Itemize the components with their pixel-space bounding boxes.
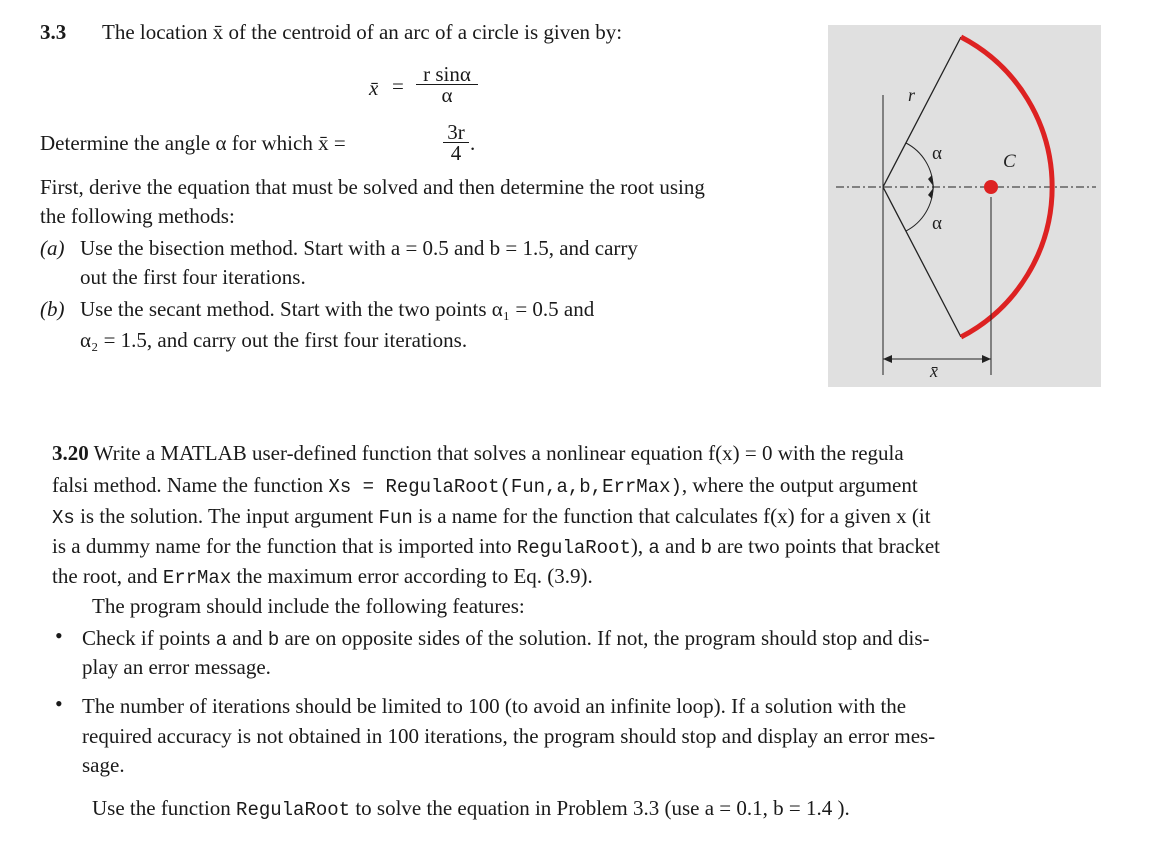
part-b-label: (b) xyxy=(40,297,65,321)
p1-line-4-text-end: are two points that bracket xyxy=(712,534,941,558)
features-intro: The program should include the following features: xyxy=(92,594,525,618)
part-b-line-1: Use the secant method. Start with the two points α₁ = 0.5 and xyxy=(80,297,595,321)
p1-line-3-text: is the solution. The input argument xyxy=(74,504,379,528)
code-regularoot: RegulaRoot xyxy=(516,537,631,559)
label-C: C xyxy=(1003,151,1016,172)
formula-lhs: x̄ xyxy=(369,76,379,100)
label-r: r xyxy=(908,85,916,105)
p1-line-2-text-end: , where the output argument xyxy=(681,473,918,497)
code-b: b xyxy=(700,537,713,559)
bullet-2-line-3: sage. xyxy=(82,753,125,777)
problem-3-20-line-2 xyxy=(52,470,918,502)
part-a-label: (a) xyxy=(40,236,65,260)
angle-arc-top xyxy=(906,143,933,187)
bullet-1-line-1 xyxy=(82,623,930,655)
final-instruction xyxy=(92,793,850,825)
function-signature-code: Xs = RegulaRoot(Fun,a,b,ErrMax) xyxy=(328,476,682,498)
determine-denominator: 4 xyxy=(450,141,462,165)
radius-upper xyxy=(883,37,961,187)
formula-fraction xyxy=(416,64,478,105)
problem-3-3-intro: The location x̄ of the centroid of an arc of a circle is given by: xyxy=(102,20,623,44)
code-a: a xyxy=(215,629,227,651)
part-a-line-1: Use the bisection method. Start with a = 0.5 and b = 1.5, and carry xyxy=(80,236,638,260)
formula-equals: = xyxy=(392,74,404,98)
centroid-point xyxy=(984,180,998,194)
p1-line-5-text: the root, and xyxy=(52,564,163,588)
label-alpha-top: α xyxy=(932,143,942,164)
code-a: a xyxy=(648,537,660,559)
code-errmax: ErrMax xyxy=(162,567,232,589)
p1-line-4-text-3: and xyxy=(659,534,701,558)
bullet-2-line-2: required accuracy is not obtained in 100 iterations, the program should stop and display an error mes- xyxy=(82,724,936,748)
code-b: b xyxy=(267,629,280,651)
problem-number-3-20: 3.20 xyxy=(52,441,89,465)
derive-line-2: the following methods: xyxy=(40,204,235,228)
problem-3-20-line-1 xyxy=(52,438,904,468)
p1-line-4-text-2: ), xyxy=(630,534,649,558)
p1-line-3-text-end: is a name for the function that calculates f(x) for a given x (it xyxy=(412,504,931,528)
bullet-1-line-2: play an error message. xyxy=(82,655,271,679)
b1-text-c: are on opposite sides of the solution. If not, the program should stop and dis- xyxy=(279,626,930,650)
dimension-arrow-right xyxy=(982,355,991,363)
determine-text: Determine the angle α for which x̄ = xyxy=(40,131,346,155)
b1-text-b: and xyxy=(226,626,268,650)
p1-line-2-text: falsi method. Name the function xyxy=(52,473,329,497)
code-xs: Xs xyxy=(52,507,75,529)
part-b-line-2: α₂ = 1.5, and carry out the first four iterations. xyxy=(80,328,468,352)
bullet-2-line-1: The number of iterations should be limited to 100 (to avoid an infinite loop). If a solution with the xyxy=(82,694,907,718)
formula-numerator: r sinα xyxy=(423,62,471,86)
dimension-arrow-left xyxy=(883,355,892,363)
bullet-2: • xyxy=(55,691,63,716)
b1-text-a: Check if points xyxy=(82,626,216,650)
bullet-1: • xyxy=(55,623,63,648)
code-fun: Fun xyxy=(378,507,413,529)
final-text-a: Use the function xyxy=(92,796,237,820)
label-xbar: x̄ xyxy=(930,361,938,381)
arc-diagram xyxy=(828,25,1101,387)
part-a-line-2: out the first four iterations. xyxy=(80,265,306,289)
angle-arc-bottom xyxy=(906,187,933,231)
problem-3-20-line-5 xyxy=(52,561,593,593)
arc-centroid-figure xyxy=(828,25,1101,387)
formula-denominator: α xyxy=(441,83,453,107)
problem-3-20-line-4 xyxy=(52,531,940,563)
determine-fraction xyxy=(443,122,469,163)
p1-line-1-text: Write a MATLAB user-defined function that solves a nonlinear equation f(x) = 0 with the regula xyxy=(93,441,904,465)
circle-arc xyxy=(961,37,1052,337)
label-alpha-bottom: α xyxy=(932,213,942,234)
problem-3-20-line-3 xyxy=(52,501,931,533)
derive-line-1: First, derive the equation that must be solved and then determine the root using xyxy=(40,175,705,199)
code-regularoot: RegulaRoot xyxy=(236,799,351,821)
final-text-b: to solve the equation in Problem 3.3 (use a = 0.1, b = 1.4 ). xyxy=(350,796,850,820)
determine-period: . xyxy=(470,131,476,155)
p1-line-4-text: is a dummy name for the function that is imported into xyxy=(52,534,517,558)
problem-number-3-3: 3.3 xyxy=(40,20,67,44)
determine-numerator: 3r xyxy=(447,120,465,144)
radius-lower xyxy=(883,187,961,337)
p1-line-5-text-end: the maximum error according to Eq. (3.9). xyxy=(231,564,593,588)
